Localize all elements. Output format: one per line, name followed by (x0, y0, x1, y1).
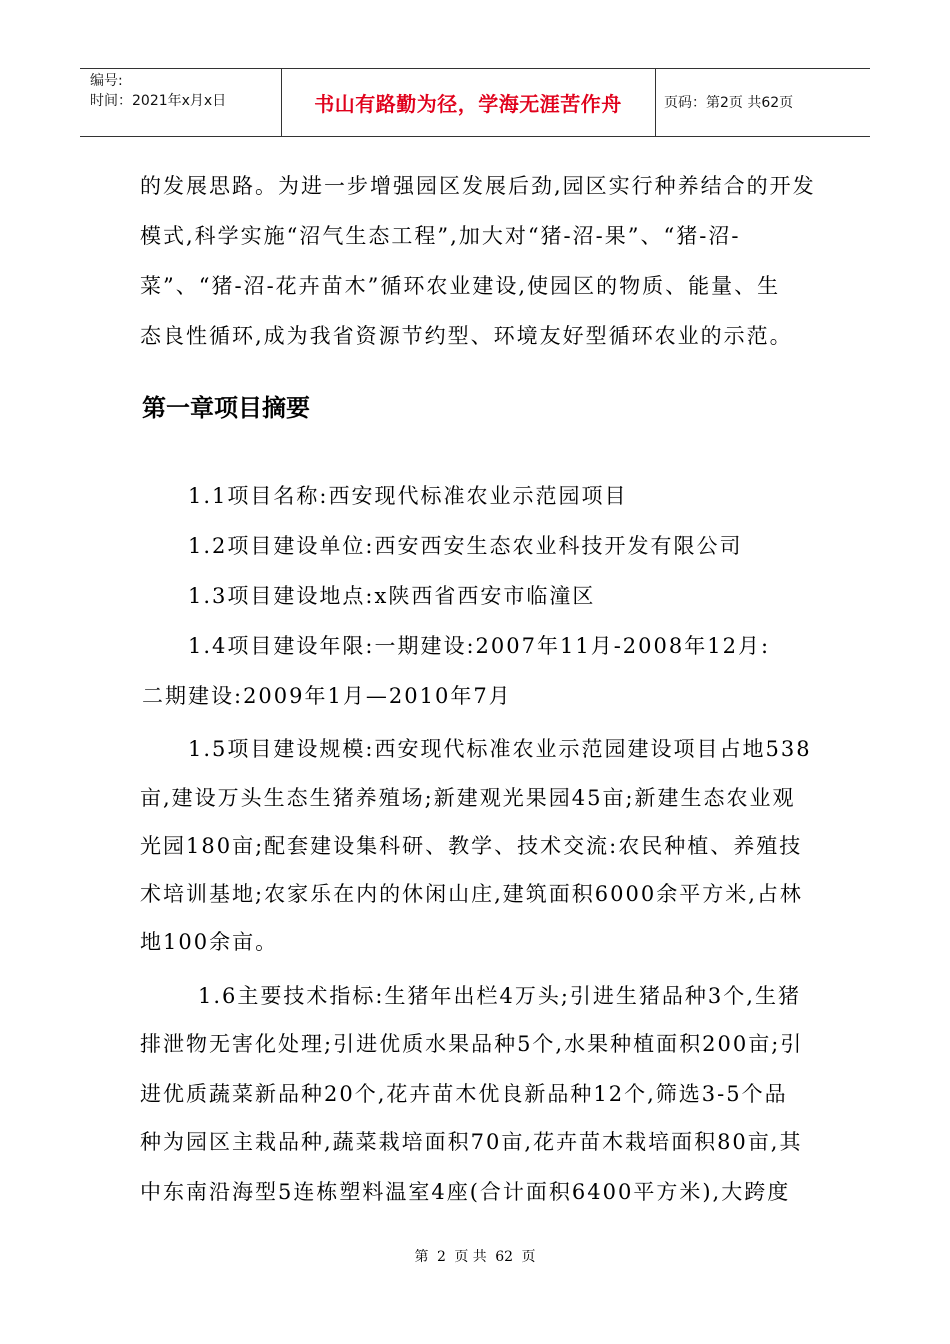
header-motto: 书山有路勤为径，学海无涯苦作舟 (314, 92, 622, 116)
body-line: 模式,科学实施“沼气生态工程”,加大对“猪-沼-果”、“猪-沼- (140, 224, 741, 248)
item-line: 进优质蔬菜新品种20个,花卉苗木优良新品种12个,筛选3-5个品 (140, 1082, 788, 1106)
body-line: 的发展思路。为进一步增强园区发展后劲,园区实行种养结合的开发 (140, 174, 816, 198)
item-line: 地100余亩。 (140, 930, 279, 954)
body-line: 菜”、“猪-沼-花卉苗木”循环农业建设,使园区的物质、能量、生 (140, 274, 781, 298)
footer-prefix: 第 (414, 1249, 429, 1265)
item-line: 排泄物无害化处理;引进优质水果品种5个,水果种植面积200亩;引 (140, 1032, 804, 1056)
item-line: 1.3项目建设地点:x陕西省西安市临潼区 (188, 584, 596, 608)
item-line: 1.6主要技术指标:生猪年出栏4万头;引进生猪品种3个,生猪 (198, 984, 801, 1008)
item-line: 1.5项目建设规模:西安现代标准农业示范园建设项目占地538 (188, 737, 812, 761)
header-top-rule (80, 68, 870, 69)
item-line: 亩,建设万头生态生猪养殖场;新建观光果园45亩;新建生态农业观 (140, 786, 796, 810)
header-page-label: 页码：第2页 共62页 (664, 95, 794, 111)
header-date-label: 时间：2021年x月x日 (90, 93, 227, 109)
page-footer (0, 1246, 950, 1266)
item-line: 术培训基地;农家乐在内的休闲山庄,建筑面积6000余平方米,占林 (140, 882, 803, 906)
item-line: 光园180亩;配套建设集科研、教学、技术交流:农民种植、养殖技 (140, 834, 803, 858)
footer-total-pages: 62 (495, 1249, 514, 1265)
footer-page-number: 2 (436, 1249, 446, 1265)
chapter-title: 第一章项目摘要 (142, 394, 310, 422)
header-bottom-rule (80, 136, 870, 137)
item-line: 1.4项目建设年限:一期建设:2007年11月-2008年12月: (188, 634, 771, 658)
item-line: 1.1项目名称:西安现代标准农业示范园项目 (188, 484, 628, 508)
item-line: 种为园区主栽品种,蔬菜栽培面积70亩,花卉苗木栽培面积80亩,其 (140, 1130, 803, 1154)
footer-suffix: 页 (521, 1249, 536, 1265)
footer-mid: 页 共 (454, 1249, 487, 1265)
item-line: 1.2项目建设单位:西安西安生态农业科技开发有限公司 (188, 534, 743, 558)
item-line: 二期建设:2009年1月—2010年7月 (142, 684, 512, 708)
header-number-label: 编号: (90, 73, 123, 89)
item-line: 中东南沿海型5连栋塑料温室4座(合计面积6400平方米),大跨度 (140, 1180, 791, 1204)
header-divider-right (655, 68, 656, 136)
body-line: 态良性循环,成为我省资源节约型、环境友好型循环农业的示范。 (140, 324, 793, 348)
